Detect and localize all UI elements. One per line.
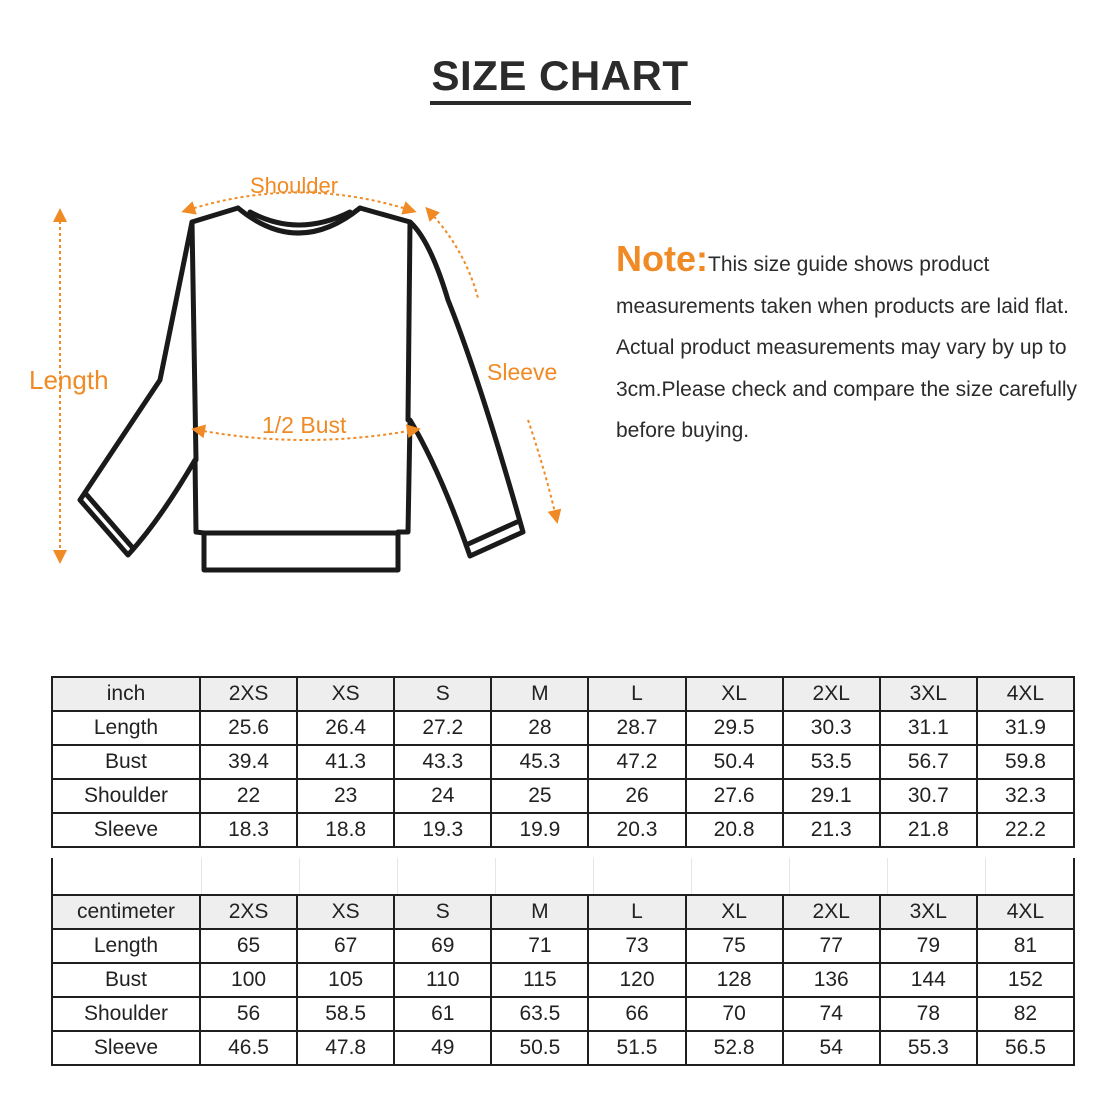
- size-header-cell: S: [394, 895, 491, 929]
- measurement-cell: 30.7: [880, 779, 977, 813]
- size-header-cell: L: [588, 895, 685, 929]
- measurement-cell: 53.5: [783, 745, 880, 779]
- table-spacer: [51, 858, 1075, 894]
- inch-size-table: [51, 676, 1075, 848]
- table-header-row: [52, 895, 1074, 929]
- measurement-cell: 26: [588, 779, 685, 813]
- measurement-cell: 43.3: [394, 745, 491, 779]
- table-row: [52, 997, 1074, 1031]
- size-header-cell: S: [394, 677, 491, 711]
- table-header-row: [52, 677, 1074, 711]
- size-header-cell: M: [491, 677, 588, 711]
- table-row: [52, 711, 1074, 745]
- measurement-cell: 136: [783, 963, 880, 997]
- table-row: [52, 813, 1074, 847]
- measurement-cell: 70: [686, 997, 783, 1031]
- measurement-cell: 31.1: [880, 711, 977, 745]
- note-label: Note:: [616, 238, 708, 279]
- sweater-body: [80, 208, 523, 570]
- measurement-cell: 73: [588, 929, 685, 963]
- measurement-cell: 18.8: [297, 813, 394, 847]
- measurement-cell: 25: [491, 779, 588, 813]
- size-header-cell: 2XL: [783, 895, 880, 929]
- size-header-cell: L: [588, 677, 685, 711]
- measurement-cell: 59.8: [977, 745, 1074, 779]
- measurement-cell: 128: [686, 963, 783, 997]
- row-label-cell: Bust: [52, 963, 200, 997]
- sweater-diagram: [0, 150, 600, 600]
- sweater-outline: [80, 208, 523, 570]
- measurement-cell: 120: [588, 963, 685, 997]
- size-header-cell: XL: [686, 895, 783, 929]
- size-note: [616, 238, 1086, 452]
- measurement-cell: 47.2: [588, 745, 685, 779]
- table-row: [52, 1031, 1074, 1065]
- measurement-cell: 81: [977, 929, 1074, 963]
- measurement-cell: 50.4: [686, 745, 783, 779]
- measurement-cell: 78: [880, 997, 977, 1031]
- row-label-cell: Length: [52, 711, 200, 745]
- measurement-cell: 21.8: [880, 813, 977, 847]
- row-label-cell: Shoulder: [52, 997, 200, 1031]
- measurement-cell: 144: [880, 963, 977, 997]
- measurement-cell: 58.5: [297, 997, 394, 1031]
- measurement-cell: 56.7: [880, 745, 977, 779]
- size-header-cell: XS: [297, 895, 394, 929]
- measurement-cell: 19.3: [394, 813, 491, 847]
- measurement-cell: 75: [686, 929, 783, 963]
- measurement-cell: 47.8: [297, 1031, 394, 1065]
- left-armhole-line: [192, 222, 196, 460]
- measurement-cell: 55.3: [880, 1031, 977, 1065]
- size-header-cell: 3XL: [880, 895, 977, 929]
- length-label: Length: [29, 365, 109, 395]
- size-header-cell: XL: [686, 677, 783, 711]
- table-row: [52, 745, 1074, 779]
- measurement-cell: 69: [394, 929, 491, 963]
- measurement-cell: 29.1: [783, 779, 880, 813]
- measurement-cell: 61: [394, 997, 491, 1031]
- measurement-cell: 65: [200, 929, 297, 963]
- measurement-cell: 50.5: [491, 1031, 588, 1065]
- measurement-cell: 105: [297, 963, 394, 997]
- size-header-cell: M: [491, 895, 588, 929]
- measurement-cell: 26.4: [297, 711, 394, 745]
- measurement-cell: 45.3: [491, 745, 588, 779]
- measurement-cell: 79: [880, 929, 977, 963]
- measurement-cell: 22.2: [977, 813, 1074, 847]
- measurement-cell: 54: [783, 1031, 880, 1065]
- unit-header-cell: inch: [52, 677, 200, 711]
- measurement-guides: [60, 193, 556, 558]
- row-label-cell: Sleeve: [52, 1031, 200, 1065]
- sleeve-guide-top: [430, 212, 478, 298]
- measurement-cell: 49: [394, 1031, 491, 1065]
- measurement-cell: 71: [491, 929, 588, 963]
- size-header-cell: 3XL: [880, 677, 977, 711]
- measurement-cell: 41.3: [297, 745, 394, 779]
- measurement-cell: 28: [491, 711, 588, 745]
- measurement-cell: 25.6: [200, 711, 297, 745]
- bust-label: 1/2 Bust: [262, 412, 347, 438]
- size-header-cell: 2XS: [200, 677, 297, 711]
- sleeve-label: Sleeve: [487, 359, 558, 385]
- size-header-cell: 2XL: [783, 677, 880, 711]
- size-header-cell: 2XS: [200, 895, 297, 929]
- measurement-cell: 21.3: [783, 813, 880, 847]
- size-header-cell: XS: [297, 677, 394, 711]
- note-text: This size guide shows product measurements taken when products are laid flat. Actual product measurements may vary by up to 3cm.Please check and compare the size carefully before buying.: [616, 253, 1078, 442]
- measurement-cell: 63.5: [491, 997, 588, 1031]
- measurement-cell: 67: [297, 929, 394, 963]
- measurement-cell: 110: [394, 963, 491, 997]
- measurement-cell: 18.3: [200, 813, 297, 847]
- table-row: [52, 963, 1074, 997]
- measurement-cell: 39.4: [200, 745, 297, 779]
- shoulder-label: Shoulder: [250, 173, 339, 198]
- measurement-cell: 30.3: [783, 711, 880, 745]
- sleeve-guide-bottom: [528, 420, 556, 517]
- sweater-collar: [238, 208, 360, 233]
- page-title: SIZE CHART: [430, 52, 691, 105]
- row-label-cell: Sleeve: [52, 813, 200, 847]
- right-armhole-line: [408, 222, 410, 420]
- measurement-cell: 51.5: [588, 1031, 685, 1065]
- measurement-cell: 23: [297, 779, 394, 813]
- measurement-cell: 31.9: [977, 711, 1074, 745]
- row-label-cell: Bust: [52, 745, 200, 779]
- unit-header-cell: centimeter: [52, 895, 200, 929]
- measurement-cell: 19.9: [491, 813, 588, 847]
- measurement-cell: 56: [200, 997, 297, 1031]
- measurement-cell: 27.2: [394, 711, 491, 745]
- measurement-cell: 52.8: [686, 1031, 783, 1065]
- right-cuff-line: [466, 522, 517, 545]
- measurement-cell: 46.5: [200, 1031, 297, 1065]
- measurement-cell: 20.8: [686, 813, 783, 847]
- measurement-cell: 82: [977, 997, 1074, 1031]
- measurement-cell: 56.5: [977, 1031, 1074, 1065]
- measurement-cell: 29.5: [686, 711, 783, 745]
- measurement-cell: 27.6: [686, 779, 783, 813]
- measurement-cell: 22: [200, 779, 297, 813]
- measurement-cell: 74: [783, 997, 880, 1031]
- left-cuff-line: [86, 494, 132, 547]
- measurement-cell: 28.7: [588, 711, 685, 745]
- size-header-cell: 4XL: [977, 895, 1074, 929]
- row-label-cell: Length: [52, 929, 200, 963]
- measurement-cell: 20.3: [588, 813, 685, 847]
- measurement-cell: 152: [977, 963, 1074, 997]
- measurement-cell: 77: [783, 929, 880, 963]
- size-header-cell: 4XL: [977, 677, 1074, 711]
- measurement-cell: 100: [200, 963, 297, 997]
- table-row: [52, 929, 1074, 963]
- table-row: [52, 779, 1074, 813]
- measurement-cell: 24: [394, 779, 491, 813]
- row-label-cell: Shoulder: [52, 779, 200, 813]
- measurement-cell: 115: [491, 963, 588, 997]
- measurement-cell: 66: [588, 997, 685, 1031]
- measurement-cell: 32.3: [977, 779, 1074, 813]
- page-title-wrap: [0, 52, 1120, 100]
- centimeter-size-table: [51, 894, 1075, 1066]
